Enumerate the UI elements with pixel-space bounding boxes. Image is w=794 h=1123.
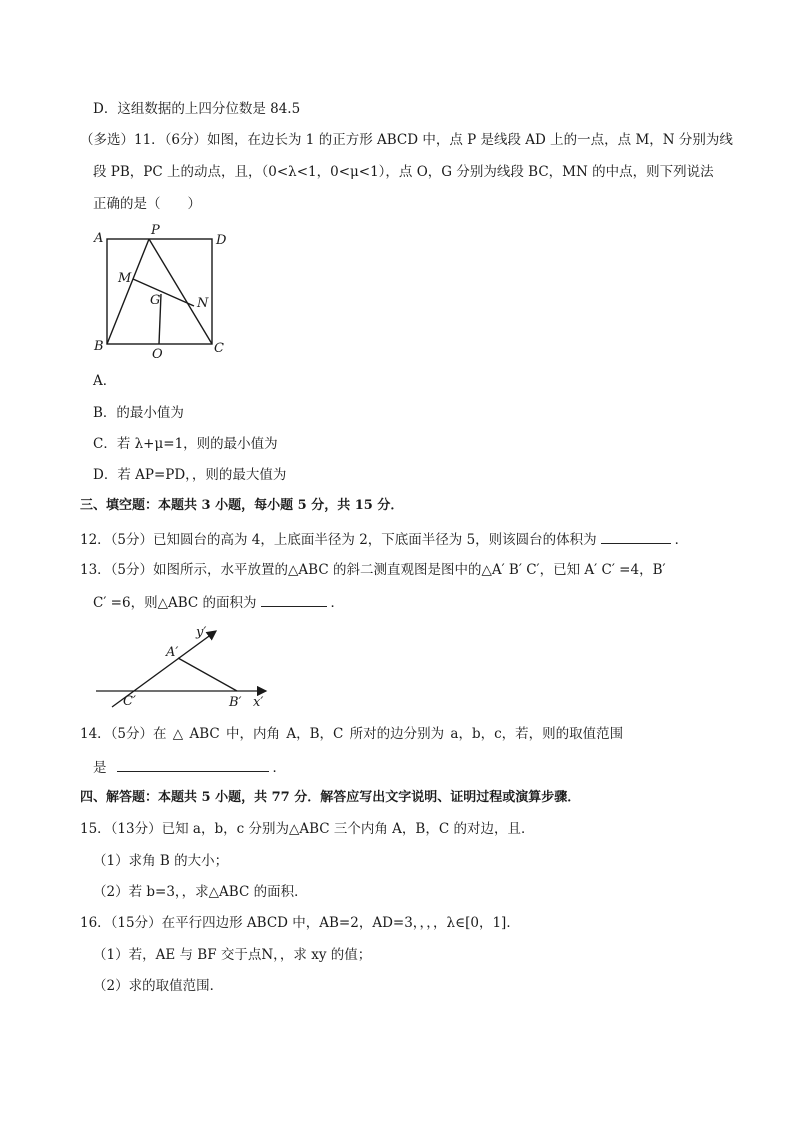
segment-a-b <box>178 658 237 691</box>
q11-option-a: A． <box>93 373 117 389</box>
q15-part-2: （2）若 b=3，，求△ABC 的面积． <box>93 884 308 900</box>
label-a: A <box>94 231 104 246</box>
label-b: B <box>94 339 104 354</box>
label-a-prime: A′ <box>166 645 179 660</box>
q12-end: ． <box>674 532 689 548</box>
q13-line-1: 13．（5分）如图所示，水平放置的△ABC 的斜二测直观图是图中的△A′ B′ C′，已知 A′ C′ =4，B′ <box>80 562 666 578</box>
label-y-prime: y′ <box>196 625 207 640</box>
section-3-header: 三、填空题：本题共 3 小题，每小题 5 分，共 15 分． <box>80 498 404 513</box>
q11-line-3: 正确的是（ ） <box>93 196 201 212</box>
q14-line-1: 14．（5分）在 △ ABC 中，内角 A，B，C 所对的边分别为 a，b，c，若，则的取值范围 <box>80 726 624 742</box>
q10-option-d: D．这组数据的上四分位数是 84.5 <box>93 101 301 117</box>
q14-end: ． <box>272 760 286 776</box>
q15-line-1: 15．（13分）已知 a，b，c 分别为△ABC 三个内角 A，B，C 的对边，且． <box>80 821 535 837</box>
label-o: O <box>152 347 163 362</box>
q14-line-2 <box>93 757 286 777</box>
q13-line-2-text: C′ =6，则△ABC 的面积为 <box>93 595 257 611</box>
label-b-prime: B′ <box>229 695 242 710</box>
q13-line-2 <box>93 592 344 612</box>
q11-line-2: 段 PB，PC 上的动点，且，（0<λ<1，0<μ<1），点 O，G 分别为线段 BC，MN 的中点，则下列说法 <box>93 164 714 180</box>
question-12 <box>80 529 688 549</box>
q12-text: 12．（5分）已知圆台的高为 4，上底面半径为 2，下底面半径为 5，则该圆台的体积为 <box>80 532 597 548</box>
segment-mn <box>133 279 194 306</box>
q11-option-d: D．若 AP=PD，，则的最大值为 <box>93 467 287 483</box>
q16-line-1: 16．（15分）在平行四边形 ABCD 中，AB=2，AD=3，，，，λ∈[0，1]． <box>80 915 520 931</box>
q13-answer-blank[interactable] <box>261 592 327 607</box>
q12-answer-blank[interactable] <box>601 529 671 544</box>
segment-pc <box>149 239 212 344</box>
q14-answer-blank[interactable] <box>117 757 269 772</box>
q14-line-2-text: 是 <box>93 760 107 776</box>
q16-part-1: （1）若，AE 与 BF 交于点N，，求 xy 的值； <box>93 947 372 963</box>
label-m: M <box>118 271 132 286</box>
label-d: D <box>216 233 227 248</box>
q11-option-c: C．若 λ+μ=1，则的最小值为 <box>93 436 278 452</box>
label-g: G <box>150 293 161 308</box>
q13-oblique-figure <box>90 620 280 715</box>
label-c: C <box>214 341 224 356</box>
q11-square-figure <box>90 222 240 362</box>
segment-pb <box>107 239 149 344</box>
label-x-prime: x′ <box>253 695 264 710</box>
label-p: P <box>151 223 160 238</box>
q15-part-1: （1）求角 B 的大小； <box>93 853 229 869</box>
q16-part-2: （2）求的取值范围． <box>93 978 224 994</box>
section-4-header: 四、解答题：本题共 5 小题，共 77 分．解答应写出文字说明、证明过程或演算步骤． <box>80 790 581 805</box>
q13-end: ． <box>330 595 345 611</box>
label-n: N <box>197 296 209 311</box>
label-c-prime: C′ <box>123 694 136 709</box>
q11-option-b: B．的最小值为 <box>93 405 184 421</box>
q11-line-1: （多选）11．（6分）如图，在边长为 1 的正方形 ABCD 中，点 P 是线段 AD 上的一点，点 M，N 分别为线 <box>80 132 733 148</box>
